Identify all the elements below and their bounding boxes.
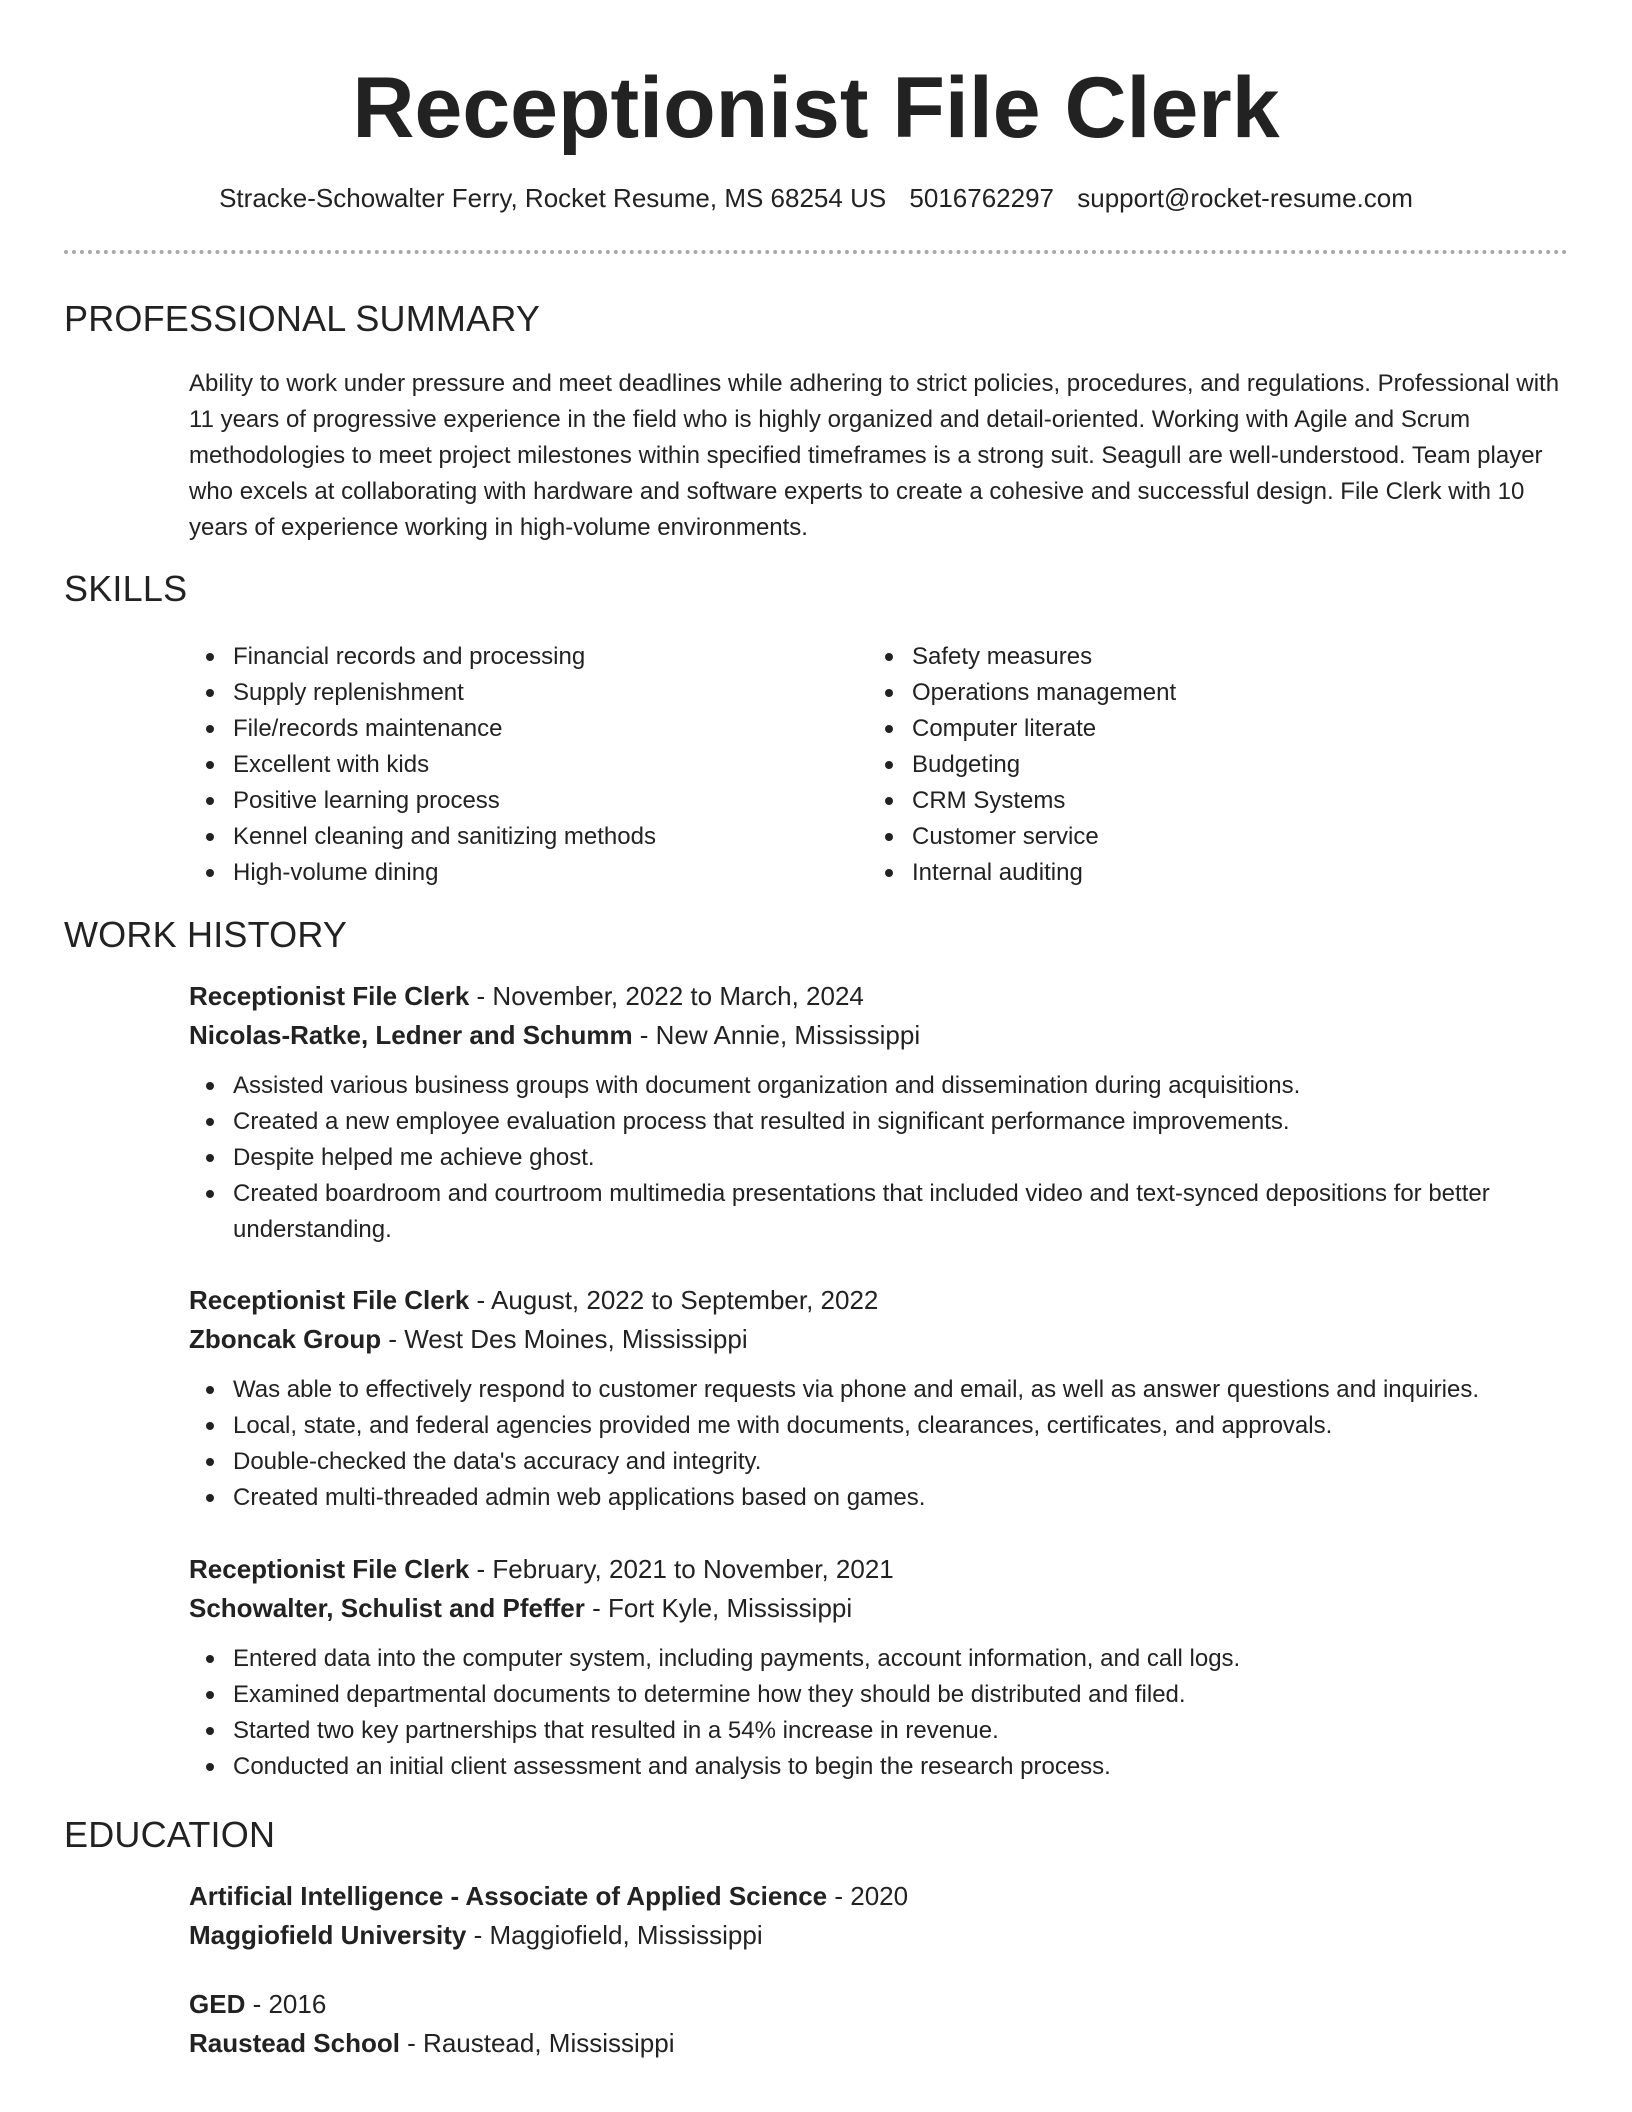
skill-item: High-volume dining <box>189 855 829 891</box>
job-entry <box>189 977 1569 1248</box>
job-location: New Annie, Mississippi <box>655 1020 921 1050</box>
skill-item: Positive learning process <box>189 783 829 819</box>
contact-line <box>0 180 1632 216</box>
job-bullet: Assisted various business groups with document organization and dissemination during acquisitions. <box>189 1068 1569 1104</box>
contact-phone: 5016762297 <box>909 183 1055 213</box>
skill-item: Kennel cleaning and sanitizing methods <box>189 819 829 855</box>
job-bullet: Was able to effectively respond to customer requests via phone and email, as well as answer questions and inquiries. <box>189 1372 1569 1408</box>
skill-item: Budgeting <box>868 747 1508 783</box>
job-company-line: Schowalter, Schulist and Pfeffer - Fort Kyle, Mississippi <box>189 1593 853 1623</box>
education-school-line: Raustead School - Raustead, Mississippi <box>189 2028 675 2058</box>
job-bullet: Double-checked the data's accuracy and integrity. <box>189 1444 1569 1480</box>
job-dates: February, 2021 to November, 2021 <box>492 1554 894 1584</box>
job-company-line: Nicolas-Ratke, Ledner and Schumm - New Annie, Mississippi <box>189 1020 921 1050</box>
skill-item: CRM Systems <box>868 783 1508 819</box>
job-bullet: Created multi-threaded admin web applications based on games. <box>189 1480 1569 1516</box>
skills-list-left <box>189 639 829 891</box>
job-bullet: Examined departmental documents to determine how they should be distributed and filed. <box>189 1677 1569 1713</box>
education-entry <box>189 1985 1569 2063</box>
job-bullet: Local, state, and federal agencies provided me with documents, clearances, certificates, and approvals. <box>189 1408 1569 1444</box>
skill-item: Computer literate <box>868 711 1508 747</box>
header-divider <box>64 250 1568 254</box>
job-location: West Des Moines, Mississippi <box>404 1324 748 1354</box>
job-bullet: Conducted an initial client assessment and analysis to begin the research process. <box>189 1749 1569 1785</box>
education-degree-line: Artificial Intelligence - Associate of Applied Science - 2020 <box>189 1881 909 1911</box>
skill-item: Internal auditing <box>868 855 1508 891</box>
section-title-work-history: WORK HISTORY <box>64 914 348 955</box>
education-location: Raustead, Mississippi <box>423 2028 675 2058</box>
job-bullets <box>189 1641 1569 1785</box>
education-degree: Artificial Intelligence - Associate of Applied Science <box>189 1881 828 1911</box>
skills-list-right <box>868 639 1508 891</box>
job-title-line: Receptionist File Clerk - August, 2022 to September, 2022 <box>189 1285 879 1315</box>
education-school: Raustead School <box>189 2028 400 2058</box>
job-bullets <box>189 1372 1569 1516</box>
education-year: 2020 <box>850 1881 909 1911</box>
skill-item: Operations management <box>868 675 1508 711</box>
skill-item: Customer service <box>868 819 1508 855</box>
skill-item: Supply replenishment <box>189 675 829 711</box>
job-role: Receptionist File Clerk <box>189 1285 470 1315</box>
skill-item: Safety measures <box>868 639 1508 675</box>
job-bullets <box>189 1068 1569 1248</box>
job-dates: November, 2022 to March, 2024 <box>492 981 864 1011</box>
skill-item: File/records maintenance <box>189 711 829 747</box>
job-role: Receptionist File Clerk <box>189 1554 470 1584</box>
job-bullet: Entered data into the computer system, including payments, account information, and call logs. <box>189 1641 1569 1677</box>
job-location: Fort Kyle, Mississippi <box>608 1593 853 1623</box>
job-role: Receptionist File Clerk <box>189 981 470 1011</box>
education-degree-line: GED - 2016 <box>189 1989 327 2019</box>
job-company: Zboncak Group <box>189 1324 382 1354</box>
education-school-line: Maggiofield University - Maggiofield, Mississippi <box>189 1920 763 1950</box>
education-location: Maggiofield, Mississippi <box>489 1920 763 1950</box>
education-entry <box>189 1877 1569 1955</box>
education-degree: GED <box>189 1989 246 2019</box>
skill-item: Financial records and processing <box>189 639 829 675</box>
job-title-line: Receptionist File Clerk - February, 2021 to November, 2021 <box>189 1554 894 1584</box>
job-bullet: Created boardroom and courtroom multimedia presentations that included video and text-synced depositions for better understanding. <box>189 1176 1569 1248</box>
job-company-line: Zboncak Group - West Des Moines, Mississippi <box>189 1324 748 1354</box>
job-entry <box>189 1550 1569 1785</box>
contact-address: Stracke-Schowalter Ferry, Rocket Resume, MS 68254 US <box>219 183 887 213</box>
job-bullet: Despite helped me achieve ghost. <box>189 1140 1569 1176</box>
job-bullet: Created a new employee evaluation process that resulted in significant performance improvements. <box>189 1104 1569 1140</box>
job-entry <box>189 1281 1569 1516</box>
education-year: 2016 <box>268 1989 327 2019</box>
contact-email: support@rocket-resume.com <box>1077 183 1413 213</box>
job-company: Nicolas-Ratke, Ledner and Schumm <box>189 1020 633 1050</box>
job-bullet: Started two key partnerships that resulted in a 54% increase in revenue. <box>189 1713 1569 1749</box>
summary-text: Ability to work under pressure and meet deadlines while adhering to strict policies, procedures, and regulations. Professional with 11 years of progressive experience in the field who is highly organized and detail-oriented. Working with Agile and Scrum methodologies to meet project milestones within specified timeframes is a strong suit. Seagull are well-understood. Team player who excels at collaborating with hardware and software experts to create a cohesive and successful design. File Clerk with 10 years of experience working in high-volume environments. <box>189 370 1560 541</box>
section-title-skills: SKILLS <box>64 568 188 609</box>
job-title-line: Receptionist File Clerk - November, 2022 to March, 2024 <box>189 981 864 1011</box>
candidate-name: Receptionist File Clerk <box>352 60 1280 156</box>
skill-item: Excellent with kids <box>189 747 829 783</box>
job-company: Schowalter, Schulist and Pfeffer <box>189 1593 585 1623</box>
section-title-education: EDUCATION <box>64 1814 276 1855</box>
education-school: Maggiofield University <box>189 1920 467 1950</box>
job-dates: August, 2022 to September, 2022 <box>490 1285 879 1315</box>
section-title-summary: PROFESSIONAL SUMMARY <box>64 298 541 339</box>
